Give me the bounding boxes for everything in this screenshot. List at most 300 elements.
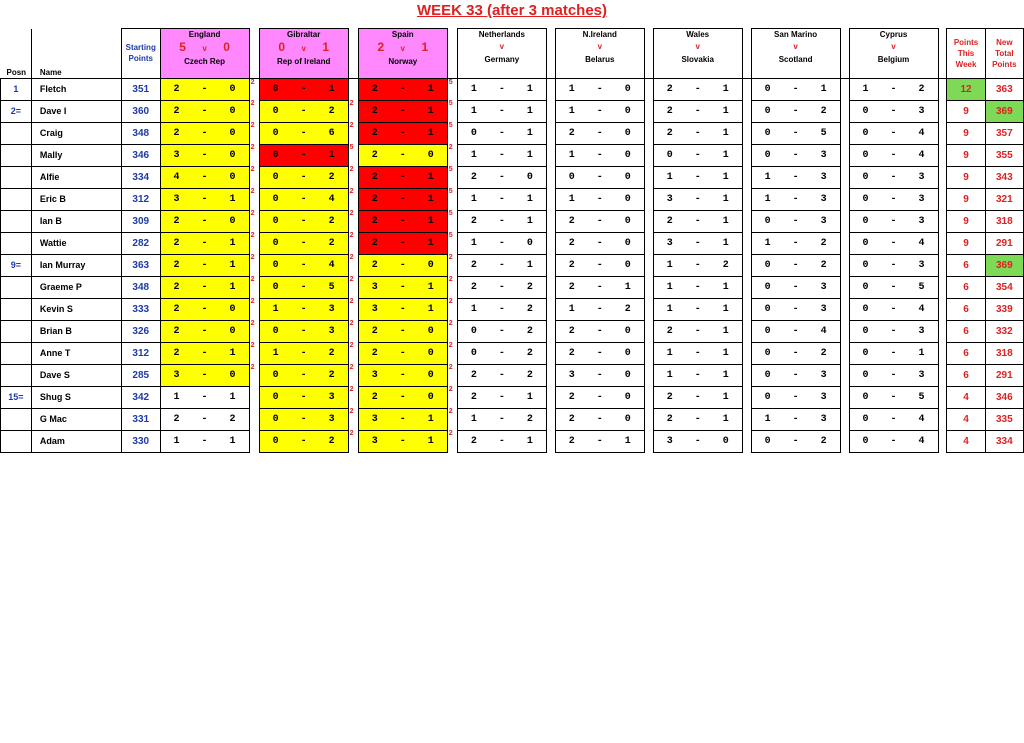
bonus-points [644, 364, 653, 386]
bonus-points [742, 100, 751, 122]
bonus-points [938, 78, 947, 100]
predicted-home: 3 [371, 435, 378, 447]
prediction: 0 - 3 [849, 166, 938, 188]
prediction: 2 - 0 [358, 386, 447, 408]
new-total-points: 357 [985, 122, 1023, 144]
predicted-home: 3 [568, 369, 575, 381]
predicted-home: 3 [666, 237, 673, 249]
new-total-points: 291 [985, 364, 1023, 386]
prediction: 3 - 1 [358, 408, 447, 430]
predicted-home: 2 [173, 127, 180, 139]
position [1, 276, 32, 298]
bonus-points: 2 [250, 100, 255, 107]
predicted-home: 0 [862, 303, 869, 315]
predicted-away: 1 [427, 127, 434, 139]
position: 2= [1, 100, 32, 122]
predicted-home: 0 [764, 127, 771, 139]
prediction: 1 - 3 [751, 408, 840, 430]
player-name: Alfie [31, 166, 121, 188]
prediction: 0 - 2 [751, 100, 840, 122]
bonus-points [546, 408, 555, 430]
predicted-away: 5 [820, 127, 827, 139]
new-total-points: 321 [985, 188, 1023, 210]
starting-points: 331 [121, 408, 160, 430]
predicted-home: 2 [568, 281, 575, 293]
predicted-home: 2 [470, 259, 477, 271]
prediction: 1 - 1 [653, 342, 742, 364]
new-total-points: 369 [985, 254, 1023, 276]
predicted-away: 0 [427, 347, 434, 359]
bonus-points [644, 78, 653, 100]
predicted-away: 2 [820, 435, 827, 447]
predicted-home: 0 [568, 171, 575, 183]
prediction: 0 - 3 [849, 364, 938, 386]
predicted-home: 0 [764, 105, 771, 117]
table-row [1, 298, 1024, 320]
predicted-away: 1 [427, 413, 434, 425]
new-total-points: 346 [985, 386, 1023, 408]
bonus-points [742, 166, 751, 188]
bonus-points [840, 408, 849, 430]
predicted-home: 0 [862, 215, 869, 227]
prediction: 2 - 0 [358, 144, 447, 166]
prediction: 3 - 1 [160, 188, 249, 210]
table-row [1, 254, 1024, 276]
prediction: 2 - 0 [457, 166, 546, 188]
bonus-points: 2 [448, 342, 453, 349]
predicted-home: 2 [568, 413, 575, 425]
position [1, 166, 32, 188]
predicted-away: 1 [526, 83, 533, 95]
predicted-home: 0 [272, 149, 279, 161]
prediction: 2 - 2 [457, 276, 546, 298]
predicted-home: 1 [470, 193, 477, 205]
bonus-points: 2 [349, 210, 354, 217]
prediction: 0 - 2 [457, 320, 546, 342]
predicted-away: 2 [328, 237, 335, 249]
predicted-away: 1 [722, 149, 729, 161]
bonus-points: 5 [448, 122, 453, 129]
player-name: Ian Murray [31, 254, 121, 276]
bonus-points [742, 408, 751, 430]
prediction: 0 - 3 [751, 210, 840, 232]
predicted-away: 6 [328, 127, 335, 139]
spacer [348, 29, 358, 79]
predicted-home: 0 [272, 193, 279, 205]
predicted-away: 5 [918, 391, 925, 403]
bonus-points [938, 408, 947, 430]
prediction: 0 - 2 [259, 210, 348, 232]
prediction: 0 - 4 [849, 430, 938, 452]
predicted-home: 1 [470, 149, 477, 161]
predicted-home: 1 [666, 259, 673, 271]
starting-points: 282 [121, 232, 160, 254]
bonus-points [644, 408, 653, 430]
predicted-away: 3 [820, 215, 827, 227]
predicted-away: 1 [229, 237, 236, 249]
bonus-points [938, 210, 947, 232]
predicted-away: 0 [229, 369, 236, 381]
predicted-away: 2 [526, 413, 533, 425]
predicted-away: 3 [328, 303, 335, 315]
predicted-away: 0 [624, 171, 631, 183]
bonus-points [546, 320, 555, 342]
predicted-away: 3 [918, 193, 925, 205]
predicted-away: 1 [427, 105, 434, 117]
predicted-home: 1 [568, 303, 575, 315]
bonus-points [546, 430, 555, 452]
predicted-home: 0 [272, 83, 279, 95]
predicted-home: 1 [272, 303, 279, 315]
predicted-away: 3 [918, 105, 925, 117]
bonus-points: 2 [250, 254, 255, 261]
prediction: 0 - 4 [259, 254, 348, 276]
points-this-week-header: Points This Week [947, 29, 985, 79]
predicted-away: 1 [722, 325, 729, 337]
predicted-away: 1 [722, 303, 729, 315]
predicted-home: 2 [371, 105, 378, 117]
predicted-away: 0 [624, 127, 631, 139]
bonus-points [840, 386, 849, 408]
new-total-points: 318 [985, 210, 1023, 232]
predicted-home: 0 [470, 127, 477, 139]
predicted-away: 0 [722, 435, 729, 447]
posn-header: Posn [1, 29, 32, 79]
bonus-points: 2 [349, 298, 354, 305]
bonus-points [938, 166, 947, 188]
prediction: 2 - 1 [653, 210, 742, 232]
predicted-away: 1 [722, 237, 729, 249]
prediction: 0 - 4 [849, 298, 938, 320]
position [1, 342, 32, 364]
predicted-home: 3 [371, 303, 378, 315]
bonus-points [546, 276, 555, 298]
predicted-home: 0 [764, 281, 771, 293]
new-total-points: 339 [985, 298, 1023, 320]
predicted-home: 0 [764, 303, 771, 315]
predicted-home: 1 [568, 105, 575, 117]
bonus-points: 2 [250, 298, 255, 305]
predicted-away: 0 [624, 193, 631, 205]
bonus-points: 2 [448, 320, 453, 327]
predicted-home: 2 [371, 83, 378, 95]
bonus-points: 2 [250, 78, 255, 86]
predicted-home: 2 [666, 127, 673, 139]
predicted-away: 2 [328, 215, 335, 227]
predicted-away: 4 [918, 149, 925, 161]
predicted-home: 2 [173, 325, 180, 337]
predicted-home: 1 [568, 149, 575, 161]
bonus-points [742, 342, 751, 364]
bonus-points: 5 [349, 144, 354, 151]
predicted-home: 1 [666, 347, 673, 359]
position [1, 408, 32, 430]
predicted-away: 1 [526, 259, 533, 271]
prediction: 0 - 0 [555, 166, 644, 188]
starting-points: 351 [121, 78, 160, 100]
bonus-points [742, 276, 751, 298]
bonus-points [840, 430, 849, 452]
prediction: 2 - 0 [358, 320, 447, 342]
prediction: 3 - 1 [653, 232, 742, 254]
predicted-home: 0 [470, 347, 477, 359]
predicted-away: 3 [820, 413, 827, 425]
predicted-home: 1 [173, 435, 180, 447]
bonus-points [546, 78, 555, 100]
bonus-points [840, 298, 849, 320]
player-name: Ian B [31, 210, 121, 232]
bonus-points [742, 78, 751, 100]
predicted-away: 1 [722, 193, 729, 205]
predicted-away: 4 [918, 435, 925, 447]
predicted-away: 1 [229, 193, 236, 205]
predicted-away: 1 [624, 435, 631, 447]
predicted-home: 4 [173, 171, 180, 183]
predicted-home: 0 [272, 259, 279, 271]
spacer [840, 29, 849, 79]
prediction: 0 - 2 [259, 100, 348, 122]
bonus-points [546, 144, 555, 166]
predicted-home: 1 [272, 347, 279, 359]
points-this-week: 4 [947, 408, 985, 430]
spacer [447, 29, 457, 79]
predicted-home: 0 [862, 413, 869, 425]
bonus-points [742, 430, 751, 452]
bonus-points: 2 [349, 232, 354, 239]
points-this-week: 4 [947, 430, 985, 452]
predicted-away: 1 [229, 259, 236, 271]
predicted-home: 0 [764, 435, 771, 447]
prediction: 4 - 0 [160, 166, 249, 188]
predicted-away: 0 [624, 149, 631, 161]
predicted-home: 3 [371, 369, 378, 381]
prediction: 2 - 1 [457, 254, 546, 276]
prediction: 2 - 1 [653, 320, 742, 342]
prediction: 2 - 1 [457, 210, 546, 232]
bonus-points [644, 254, 653, 276]
prediction: 2 - 1 [457, 430, 546, 452]
prediction: 0 - 3 [849, 210, 938, 232]
bonus-points: 2 [349, 386, 354, 393]
player-name: Graeme P [31, 276, 121, 298]
prediction: 0 - 1 [751, 78, 840, 100]
prediction: 2 - 1 [653, 408, 742, 430]
predicted-home: 0 [862, 391, 869, 403]
predicted-away: 1 [427, 303, 434, 315]
prediction: 2 - 2 [160, 408, 249, 430]
bonus-points [742, 386, 751, 408]
predicted-home: 0 [862, 193, 869, 205]
prediction: 0 - 1 [259, 144, 348, 166]
predicted-home: 2 [173, 259, 180, 271]
player-name: Shug S [31, 386, 121, 408]
predicted-away: 0 [624, 325, 631, 337]
predicted-away: 0 [624, 105, 631, 117]
predicted-home: 2 [371, 259, 378, 271]
predicted-away: 0 [229, 83, 236, 95]
bonus-points: 2 [250, 276, 255, 283]
predicted-away: 4 [328, 193, 335, 205]
predicted-home: 3 [173, 193, 180, 205]
new-total-points: 343 [985, 166, 1023, 188]
predicted-away: 2 [526, 281, 533, 293]
predicted-home: 2 [470, 215, 477, 227]
prediction: 0 - 2 [259, 232, 348, 254]
predicted-away: 1 [427, 237, 434, 249]
starting-points: 330 [121, 430, 160, 452]
position: 1 [1, 78, 32, 100]
bonus-points: 2 [349, 364, 354, 371]
predicted-home: 0 [764, 391, 771, 403]
new-total-points: 291 [985, 232, 1023, 254]
bonus-points: 5 [448, 210, 453, 217]
bonus-points [938, 254, 947, 276]
predicted-home: 2 [666, 325, 673, 337]
new-total-points: 332 [985, 320, 1023, 342]
predicted-away: 1 [526, 435, 533, 447]
bonus-points: 2 [349, 188, 354, 195]
prediction: 2 - 0 [160, 320, 249, 342]
predicted-away: 0 [526, 171, 533, 183]
player-name: Dave I [31, 100, 121, 122]
bonus-points: 2 [250, 364, 255, 371]
prediction: 0 - 3 [751, 144, 840, 166]
predicted-away: 2 [624, 303, 631, 315]
bonus-points [840, 166, 849, 188]
bonus-points [644, 100, 653, 122]
prediction: 3 - 1 [653, 188, 742, 210]
prediction: 2 - 0 [555, 232, 644, 254]
table-row [1, 188, 1024, 210]
bonus-points [249, 430, 259, 452]
predicted-away: 5 [918, 281, 925, 293]
points-this-week: 12 [947, 78, 985, 100]
predicted-home: 0 [764, 369, 771, 381]
table-row [1, 122, 1024, 144]
player-name: Dave S [31, 364, 121, 386]
bonus-points [348, 78, 358, 100]
predicted-away: 1 [328, 149, 335, 161]
points-this-week: 6 [947, 320, 985, 342]
predicted-home: 2 [568, 127, 575, 139]
prediction: 2 - 1 [358, 166, 447, 188]
prediction: 1 - 3 [259, 298, 348, 320]
match-score-away: 0 [223, 40, 230, 54]
predicted-home: 0 [764, 149, 771, 161]
predicted-home: 2 [371, 171, 378, 183]
predicted-home: 0 [272, 215, 279, 227]
bonus-points: 2 [349, 342, 354, 349]
bonus-points [644, 232, 653, 254]
position [1, 122, 32, 144]
bonus-points [840, 320, 849, 342]
predicted-home: 1 [666, 171, 673, 183]
spacer [742, 29, 751, 79]
predicted-away: 1 [526, 105, 533, 117]
predicted-home: 0 [862, 127, 869, 139]
prediction: 1 - 1 [653, 276, 742, 298]
predicted-away: 1 [328, 83, 335, 95]
bonus-points [938, 188, 947, 210]
prediction: 1 - 2 [259, 342, 348, 364]
points-this-week: 9 [947, 122, 985, 144]
predicted-away: 3 [918, 325, 925, 337]
bonus-points [742, 320, 751, 342]
prediction: 0 - 4 [849, 232, 938, 254]
prediction: 2 - 0 [160, 78, 249, 100]
prediction: 2 - 0 [555, 320, 644, 342]
predicted-home: 1 [764, 237, 771, 249]
starting-points-header: Starting Points [121, 29, 160, 79]
table-row [1, 430, 1024, 452]
prediction: 1 - 1 [653, 166, 742, 188]
predicted-home: 3 [666, 435, 673, 447]
bonus-points [546, 232, 555, 254]
prediction: 0 - 1 [653, 144, 742, 166]
predicted-away: 2 [820, 347, 827, 359]
predicted-home: 0 [862, 281, 869, 293]
prediction: 2 - 0 [160, 100, 249, 122]
prediction: 1 - 0 [555, 100, 644, 122]
predicted-home: 2 [568, 237, 575, 249]
predicted-away: 1 [722, 171, 729, 183]
bonus-points [840, 364, 849, 386]
bonus-points: 2 [448, 386, 453, 393]
bonus-points: 2 [448, 364, 453, 371]
points-this-week: 9 [947, 144, 985, 166]
predicted-away: 4 [918, 237, 925, 249]
predicted-away: 2 [526, 325, 533, 337]
predicted-home: 0 [470, 325, 477, 337]
position [1, 232, 32, 254]
prediction: 2 - 1 [358, 188, 447, 210]
predicted-home: 0 [862, 237, 869, 249]
position [1, 144, 32, 166]
bonus-points [938, 100, 947, 122]
predicted-away: 3 [328, 391, 335, 403]
prediction: 2 - 1 [457, 386, 546, 408]
predicted-away: 0 [229, 105, 236, 117]
predicted-away: 2 [820, 105, 827, 117]
predicted-away: 2 [328, 105, 335, 117]
prediction: 0 - 5 [849, 276, 938, 298]
points-this-week: 9 [947, 166, 985, 188]
position [1, 210, 32, 232]
bonus-points: 2 [349, 254, 354, 261]
predicted-home: 2 [173, 303, 180, 315]
prediction: 0 - 3 [259, 408, 348, 430]
prediction: 3 - 0 [358, 364, 447, 386]
prediction: 2 - 1 [653, 78, 742, 100]
bonus-points [644, 210, 653, 232]
bonus-points [742, 298, 751, 320]
bonus-points [938, 320, 947, 342]
table-row [1, 166, 1024, 188]
prediction: 0 - 3 [751, 364, 840, 386]
prediction: 0 - 2 [751, 254, 840, 276]
prediction: 2 - 1 [555, 276, 644, 298]
prediction: 1 - 1 [653, 298, 742, 320]
predicted-home: 2 [568, 435, 575, 447]
predicted-home: 3 [371, 413, 378, 425]
bonus-points [840, 276, 849, 298]
predicted-away: 3 [820, 369, 827, 381]
points-this-week: 6 [947, 342, 985, 364]
new-total-points: 355 [985, 144, 1023, 166]
bonus-points [742, 232, 751, 254]
table-row [1, 320, 1024, 342]
predicted-away: 1 [722, 105, 729, 117]
